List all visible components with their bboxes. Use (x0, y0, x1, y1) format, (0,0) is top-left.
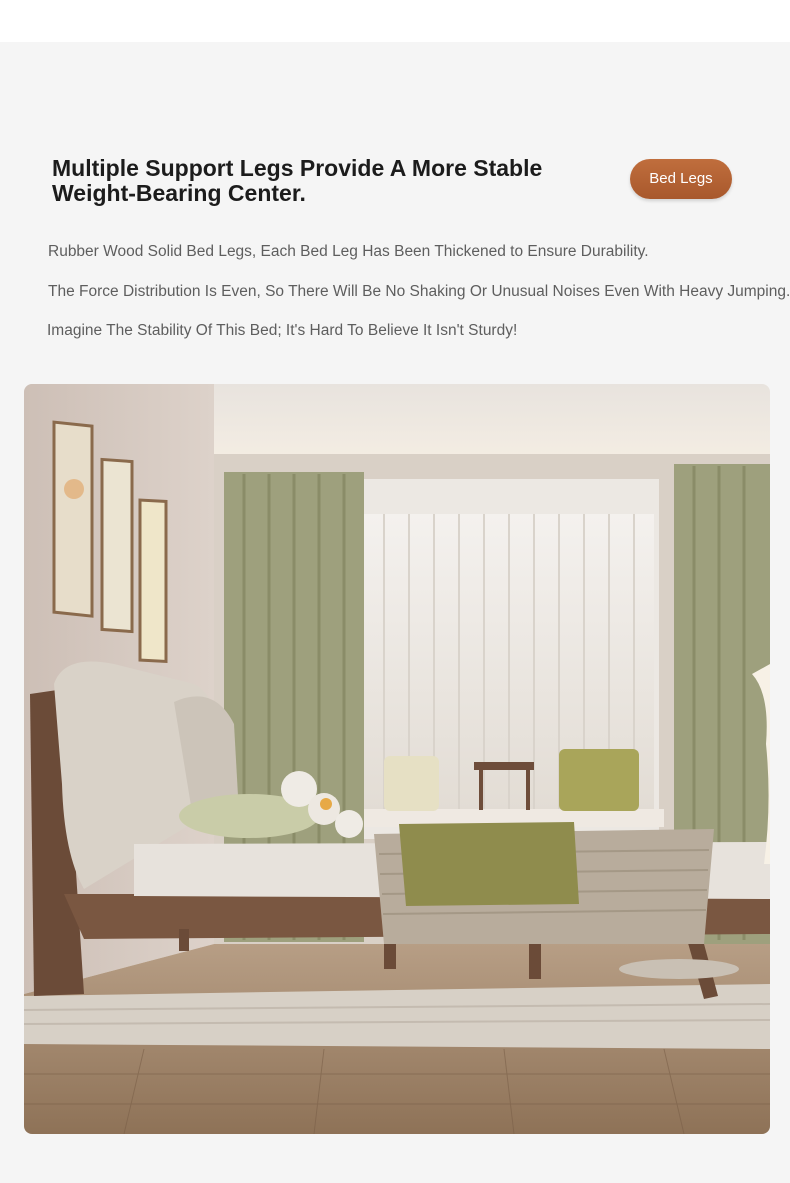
description-line-3: Imagine The Stability Of This Bed; It's Hard To Believe It Isn't Sturdy! (47, 322, 518, 339)
bed-legs-badge: Bed Legs (630, 159, 732, 199)
title-line-2: Weight-Bearing Center. (52, 180, 306, 206)
description-line-1: Rubber Wood Solid Bed Legs, Each Bed Leg Has Been Thickened to Ensure Durability. (48, 243, 649, 260)
title-line-1: Multiple Support Legs Provide A More Stable (52, 155, 543, 181)
page-title (52, 156, 612, 206)
bedroom-product-photo (24, 384, 770, 1134)
top-bar (0, 0, 790, 42)
description-line-2: The Force Distribution Is Even, So There Will Be No Shaking Or Unusual Noises Even With Heavy Jumping. (48, 283, 790, 300)
